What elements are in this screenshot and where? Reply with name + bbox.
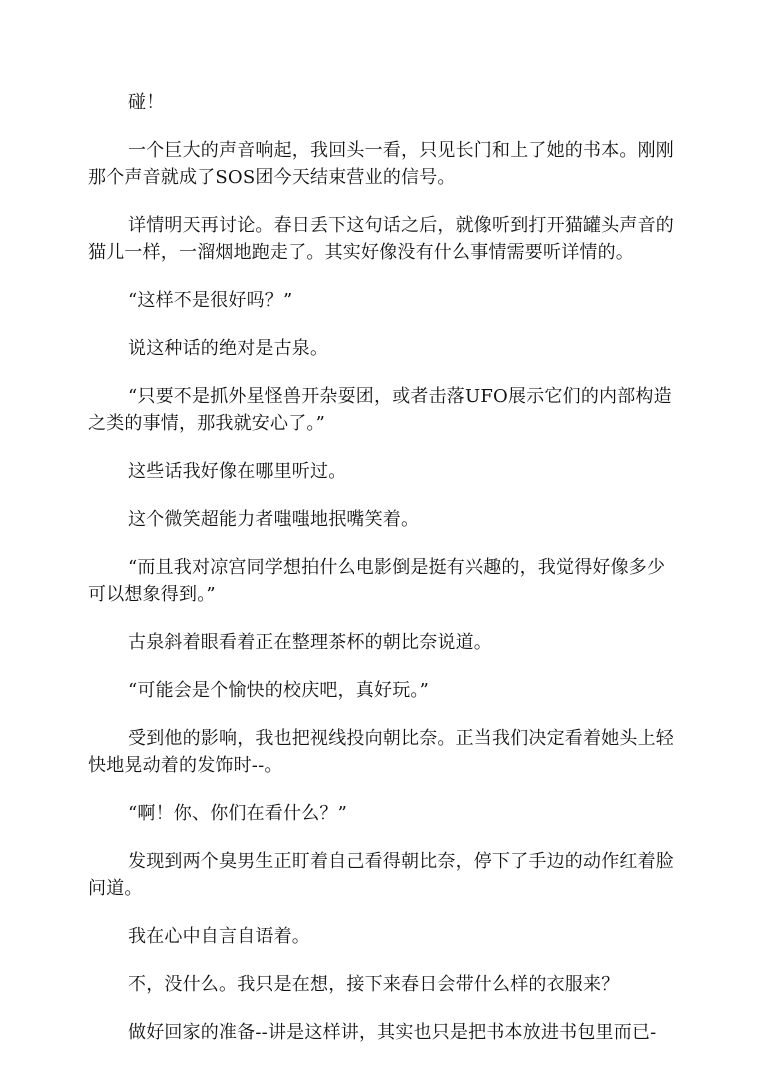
paragraph: “而且我对凉宫同学想拍什么电影倒是挺有兴趣的，我觉得好像多少可以想象得到。” — [88, 557, 666, 605]
paragraph: 发现到两个臭男生正盯着自己看得朝比奈，停下了手边的动作红着脸问道。 — [88, 851, 674, 899]
paragraph: “可能会是个愉快的校庆吧，真好玩。” — [128, 680, 430, 701]
paragraph: 说这种话的绝对是古泉。 — [128, 338, 329, 359]
paragraph: 一个巨大的声音响起，我回头一看，只见长门和上了她的书本。刚刚那个声音就成了SOS团今天结束营业的信号。 — [88, 140, 674, 188]
paragraph: “只要不是抓外星怪兽开杂耍团，或者击落UFO展示它们的内部构造之类的事情，那我就安心了。” — [88, 386, 672, 434]
paragraph: 不，没什么。我只是在想，接下来春日会带什么样的衣服来？ — [128, 974, 620, 995]
paragraph: 做好回家的准备--讲是这样讲，其实也只是把书本放进书包里而已- — [128, 1022, 657, 1043]
paragraph: 碰！ — [128, 92, 165, 113]
paragraph: 详情明天再讨论。春日丢下这句话之后，就像听到打开猫罐头声音的猫儿一样，一溜烟地跑走了。其实好像没有什么事情需要听详情的。 — [88, 215, 674, 263]
body-text — [88, 89, 678, 1067]
paragraph: “啊！你、你们在看什么？” — [128, 803, 348, 824]
paragraph: 这些话我好像在哪里听过。 — [128, 461, 347, 482]
paragraph: 这个微笑超能力者嗤嗤地抿嘴笑着。 — [128, 509, 420, 530]
paragraph: “这样不是很好吗？” — [128, 290, 293, 311]
paragraph: 我在心中自言自语着。 — [128, 926, 310, 947]
paragraph: 受到他的影响，我也把视线投向朝比奈。正当我们决定看着她头上轻快地晃动着的发饰时--。 — [88, 728, 674, 776]
paragraph: 古泉斜着眼看着正在整理茶杯的朝比奈说道。 — [128, 632, 492, 653]
